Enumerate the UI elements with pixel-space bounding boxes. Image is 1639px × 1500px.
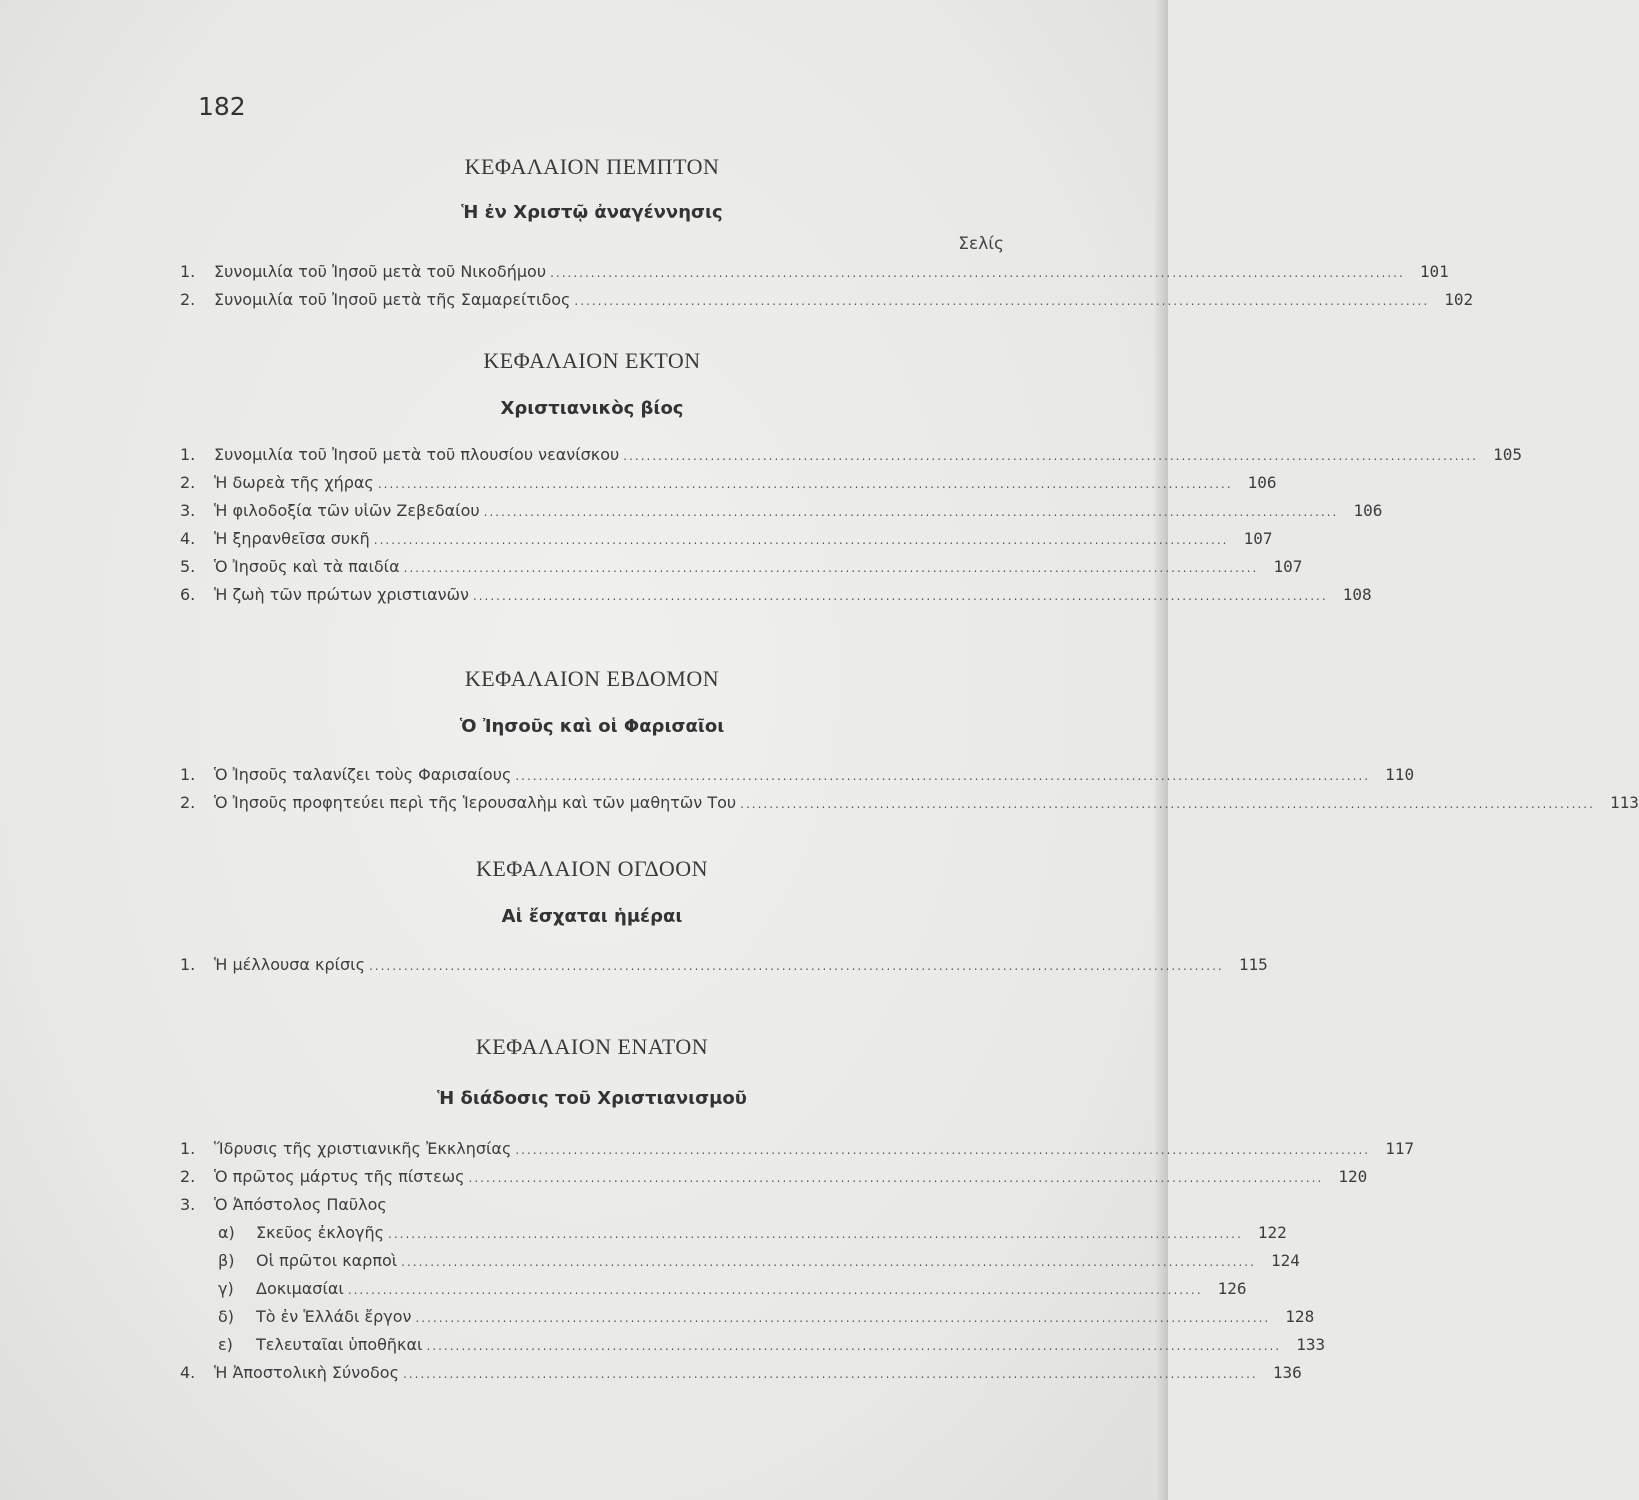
dot-leader: ................................................................................................................................................... <box>740 797 1595 811</box>
entry-page: 106 <box>1353 501 1383 520</box>
entry-page: 117 <box>1385 1139 1415 1158</box>
entry-page: 115 <box>1238 955 1268 974</box>
chapter-title: ΚΕΦΑΛΑΙΟΝ ΕΒΔΟΜΟΝ <box>464 666 720 691</box>
entry-page: 113 <box>1609 793 1639 812</box>
dot-leader: ................................................................................................................................................... <box>368 959 1224 973</box>
entry-title: Συνομιλία τοῦ Ἰησοῦ μετὰ τοῦ Νικοδήμου <box>214 262 547 281</box>
toc-entry <box>180 1135 1415 1163</box>
chapter-9 <box>180 1034 1415 1387</box>
entry-title: Ἡ φιλοδοξία τῶν υἱῶν Ζεβεδαίου <box>214 501 480 520</box>
toc-entry <box>180 1163 1368 1191</box>
chapter-title: ΚΕΦΑΛΑΙΟΝ ΠΕΜΠΤΟΝ <box>464 154 720 179</box>
entry-title: Ὁ Ἰησοῦς καὶ τὰ παιδία <box>214 557 400 576</box>
entry-page: 110 <box>1385 765 1415 784</box>
dot-leader: ................................................................................................................................................... <box>623 449 1478 463</box>
chapter-subtitle: Ὁ Ἰησοῦς καὶ οἱ Φαρισαῖοι <box>459 716 725 737</box>
entry-number: 4. <box>180 1363 196 1382</box>
entry-page: 136 <box>1272 1363 1302 1382</box>
toc-entry <box>180 553 1303 581</box>
entry-number: 1. <box>180 765 196 784</box>
chapter-subtitle: Ἡ ἐν Χριστῷ ἀναγέννησις <box>461 202 723 223</box>
toc-entry <box>180 1359 1302 1387</box>
entry-title: Ὁ πρῶτος μάρτυς τῆς πίστεως <box>214 1167 465 1186</box>
toc-entry <box>180 258 1449 286</box>
entry-number: 1. <box>180 1139 196 1158</box>
entry-page: 124 <box>1271 1251 1300 1270</box>
entry-number: 5. <box>180 557 196 576</box>
entry-number: 2. <box>180 793 196 812</box>
dot-leader: ................................................................................................................................................... <box>401 1255 1256 1269</box>
entry-number: 2. <box>180 290 196 309</box>
toc-entry <box>180 789 1639 817</box>
entry-number: δ) <box>218 1307 235 1326</box>
chapter-8 <box>180 856 1268 979</box>
entry-title: Ἡ ζωὴ τῶν πρώτων χριστιανῶν <box>214 585 469 604</box>
chapter-subtitle: Ἡ διάδοσις τοῦ Χριστιανισμοῦ <box>437 1088 747 1109</box>
entry-number: 2. <box>180 473 196 492</box>
entry-number: α) <box>218 1223 235 1242</box>
entry-number: 3. <box>180 501 196 520</box>
entry-title: Συνομιλία τοῦ Ἰησοῦ μετὰ τῆς Σαμαρείτιδος <box>214 290 571 309</box>
entry-title: Ὁ Ἀπόστολος Παῦλος <box>214 1195 387 1214</box>
dot-leader: ................................................................................................................................................... <box>388 1227 1243 1241</box>
entry-number: 1. <box>180 955 196 974</box>
toc-subentry <box>180 1331 1326 1359</box>
entry-number: 4. <box>180 529 196 548</box>
chapter-subtitle: Χριστιανικὸς βίος <box>500 398 684 419</box>
dot-leader: ................................................................................................................................................... <box>574 294 1430 308</box>
entry-number: 3. <box>180 1195 196 1214</box>
dot-leader: ................................................................................................................................................... <box>426 1339 1282 1353</box>
dot-leader: ................................................................................................................................................... <box>468 1171 1324 1185</box>
entry-page: 107 <box>1273 557 1303 576</box>
chapter-title: ΚΕΦΑΛΑΙΟΝ ΕΚΤΟΝ <box>483 348 701 373</box>
dot-leader: ................................................................................................................................................... <box>472 589 1328 603</box>
entry-title: Τὸ ἐν Ἑλλάδι ἔργον <box>256 1307 412 1326</box>
dot-leader: ................................................................................................................................................... <box>515 1143 1371 1157</box>
toc-entry <box>180 497 1383 525</box>
toc-entry <box>180 441 1522 469</box>
dot-leader: ................................................................................................................................................... <box>347 1283 1203 1297</box>
entry-page: 120 <box>1338 1167 1368 1186</box>
entry-title: Ἡ δωρεὰ τῆς χήρας <box>214 473 374 492</box>
entry-title: Ἡ μέλλουσα κρίσις <box>214 955 365 974</box>
toc-subentry <box>180 1303 1315 1331</box>
pages-column-label: Σελίς <box>958 234 1004 254</box>
entry-number: β) <box>218 1251 235 1270</box>
entry-number: γ) <box>218 1279 234 1298</box>
entry-number: ε) <box>218 1335 233 1354</box>
dot-leader: ................................................................................................................................................... <box>402 1367 1258 1381</box>
chapter-5 <box>180 154 1474 314</box>
dot-leader: ................................................................................................................................................... <box>373 533 1229 547</box>
entry-page: 133 <box>1296 1335 1326 1354</box>
entry-number: 2. <box>180 1167 196 1186</box>
entry-title: Ὁ Ἰησοῦς προφητεύει περὶ τῆς Ἱερουσαλὴμ καὶ τῶν μαθητῶν Του <box>214 793 737 812</box>
toc-subentry <box>180 1275 1247 1303</box>
dot-leader: ................................................................................................................................................... <box>550 266 1405 280</box>
toc-subentry <box>180 1247 1300 1275</box>
entry-title: Δοκιμασίαι <box>256 1279 344 1298</box>
entry-number: 1. <box>180 262 196 281</box>
dot-leader: ................................................................................................................................................... <box>377 477 1233 491</box>
chapter-7 <box>180 666 1639 817</box>
entry-title: Συνομιλία τοῦ Ἰησοῦ μετὰ τοῦ πλουσίου νεανίσκου <box>214 445 620 464</box>
toc-entry <box>180 951 1268 979</box>
dot-leader: ................................................................................................................................................... <box>403 561 1259 575</box>
entry-page: 122 <box>1257 1223 1287 1242</box>
chapter-title: ΚΕΦΑΛΑΙΟΝ ΕΝΑΤΟΝ <box>475 1034 709 1059</box>
chapter-6 <box>180 348 1522 609</box>
entry-number: 6. <box>180 585 196 604</box>
dot-leader: ................................................................................................................................................... <box>483 505 1339 519</box>
toc-entry <box>180 286 1474 314</box>
entry-title: Ὁ Ἰησοῦς ταλανίζει τοὺς Φαρισαίους <box>214 765 512 784</box>
toc-entry <box>180 1191 1004 1219</box>
entry-title: Σκεῦος ἐκλογῆς <box>256 1223 385 1242</box>
dot-leader: ................................................................................................................................................... <box>415 1311 1271 1325</box>
chapter-subtitle: Αἱ ἔσχαται ἡμέραι <box>501 906 683 927</box>
entry-title: Τελευταῖαι ὑποθῆκαι <box>256 1335 423 1354</box>
entry-page: 126 <box>1217 1279 1247 1298</box>
toc-entry <box>180 525 1273 553</box>
toc-entry <box>180 469 1277 497</box>
entry-page: 101 <box>1419 262 1449 281</box>
toc-entry <box>180 581 1372 609</box>
entry-page: 108 <box>1342 585 1372 604</box>
toc-entry <box>180 761 1415 789</box>
entry-title: Ἡ ξηρανθεῖσα συκῆ <box>214 529 370 548</box>
entry-page: 106 <box>1247 473 1277 492</box>
page-number: 182 <box>198 92 246 121</box>
entry-number: 1. <box>180 445 196 464</box>
entry-page: 102 <box>1444 290 1474 309</box>
entry-title: Ἡ Ἀποστολικὴ Σύνοδος <box>214 1363 399 1382</box>
toc-subentry <box>180 1219 1287 1247</box>
dot-leader: ................................................................................................................................................... <box>515 769 1371 783</box>
entry-page: 128 <box>1285 1307 1315 1326</box>
entry-page: 105 <box>1493 445 1522 464</box>
chapter-title: ΚΕΦΑΛΑΙΟΝ ΟΓΔΟΟΝ <box>475 856 709 881</box>
entry-page: 107 <box>1243 529 1273 548</box>
entry-title: Ἵδρυσις τῆς χριστιανικῆς Ἐκκλησίας <box>214 1139 512 1158</box>
entry-title: Οἱ πρῶτοι καρποὶ <box>256 1251 398 1270</box>
